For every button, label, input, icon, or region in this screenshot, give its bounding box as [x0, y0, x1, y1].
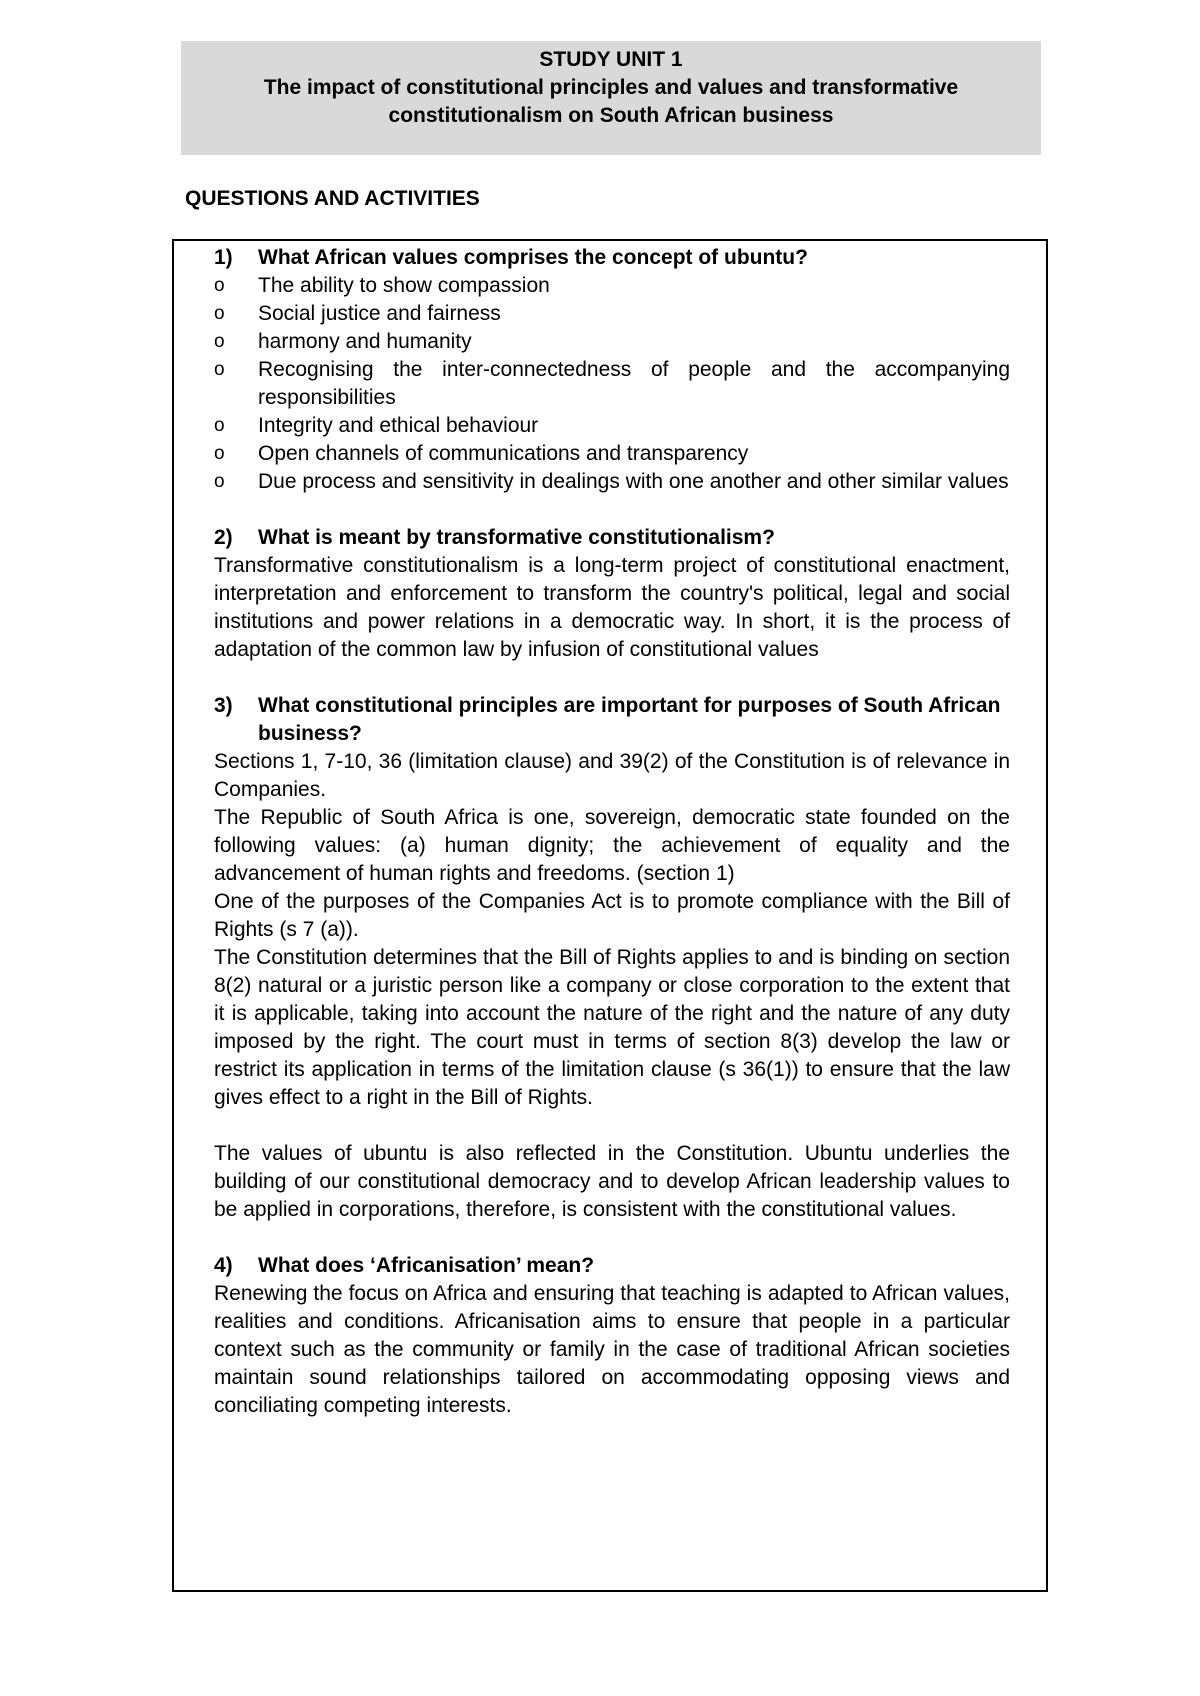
spacer — [214, 664, 1010, 692]
study-unit-header — [181, 41, 1041, 155]
section-heading: QUESTIONS AND ACTIVITIES — [185, 187, 480, 210]
spacer — [214, 1112, 1010, 1140]
study-unit-label: STUDY UNIT 1 — [539, 48, 683, 71]
bullet-icon: o — [214, 443, 225, 464]
answer-paragraph: One of the purposes of the Companies Act is to promote compliance with the Bill of Rights (s 7 (a)). — [214, 890, 1010, 941]
question-number: 2) — [214, 526, 233, 549]
bullet-icon: o — [214, 331, 225, 352]
list-item: o Open channels of communications and transparency — [214, 440, 1010, 468]
spacer — [214, 496, 1010, 524]
list-item: o The ability to show compassion — [214, 272, 1010, 300]
answer-paragraph: Transformative constitutionalism is a long-term project of constitutional enactment, interpretation and enforcement to transform the country's political, legal and social institutions and power relations in a democratic way. In short, it is the process of adaptation of the common law by infusion of constitutional values — [214, 554, 1010, 661]
answer-paragraph: The Constitution determines that the Bill of Rights applies to and is binding on section 8(2) natural or a juristic person like a company or close corporation to the extent that it is applicable, taking into account the nature of the right and the nature of any duty imposed by the right. The court must in terms of section 8(3) develop the law or restrict its application in terms of the limitation clause (s 36(1)) to ensure that the law gives effect to a right in the Bill of Rights. — [214, 946, 1010, 1109]
question-title: What does ‘Africanisation’ mean? — [258, 1254, 595, 1277]
question-number: 4) — [214, 1254, 233, 1277]
spacer — [214, 1224, 1010, 1252]
question-1 — [214, 244, 1010, 496]
study-unit-title-line-2: constitutionalism on South African business — [388, 104, 834, 127]
list-item: o Recognising the inter-connectedness of people and the accompanying responsibilities — [214, 356, 1010, 412]
answer-paragraph: The Republic of South Africa is one, sovereign, democratic state founded on the following values: (a) human dignity; the achievement of equality and the advancement of human rights and freedoms. (section 1) — [214, 806, 1010, 885]
question-3 — [214, 692, 1010, 1224]
list-item: o Social justice and fairness — [214, 300, 1010, 328]
question-title: What is meant by transformative constitutionalism? — [258, 526, 775, 549]
question-4 — [214, 1252, 1010, 1420]
answer-paragraph: Sections 1, 7-10, 36 (limitation clause) and 39(2) of the Constitution is of relevance in Companies. — [214, 750, 1010, 801]
list-item: o Integrity and ethical behaviour — [214, 412, 1010, 440]
question-title: What African values comprises the concept of ubuntu? — [258, 246, 808, 269]
bullet-list — [214, 272, 1010, 496]
bullet-icon: o — [214, 275, 225, 296]
question-number: 3) — [214, 694, 233, 717]
list-item: o Due process and sensitivity in dealings with one another and other similar values — [214, 468, 1010, 496]
bullet-icon: o — [214, 471, 225, 492]
bullet-icon: o — [214, 303, 225, 324]
questions-box — [172, 239, 1048, 1592]
questions-content — [214, 241, 1010, 1420]
question-number: 1) — [214, 246, 233, 269]
answer-paragraph: The values of ubuntu is also reflected in the Constitution. Ubuntu underlies the building of our constitutional democracy and to develop African leadership values to be applied in corporations, therefore, is consistent with the constitutional values. — [214, 1142, 1010, 1221]
list-item: o harmony and humanity — [214, 328, 1010, 356]
bullet-icon: o — [214, 415, 225, 436]
bullet-icon: o — [214, 359, 225, 380]
question-2 — [214, 524, 1010, 664]
answer-paragraph: Renewing the focus on Africa and ensuring that teaching is adapted to African values, realities and conditions. Africanisation aims to ensure that people in a particular context such as the community or family in the case of traditional African societies maintain sound relationships tailored on accommodating opposing views and conciliating competing interests. — [214, 1282, 1010, 1417]
study-unit-title-line-1: The impact of constitutional principles and values and transformative — [263, 76, 959, 99]
question-title: What constitutional principles are important for purposes of South African business? — [258, 694, 1001, 745]
